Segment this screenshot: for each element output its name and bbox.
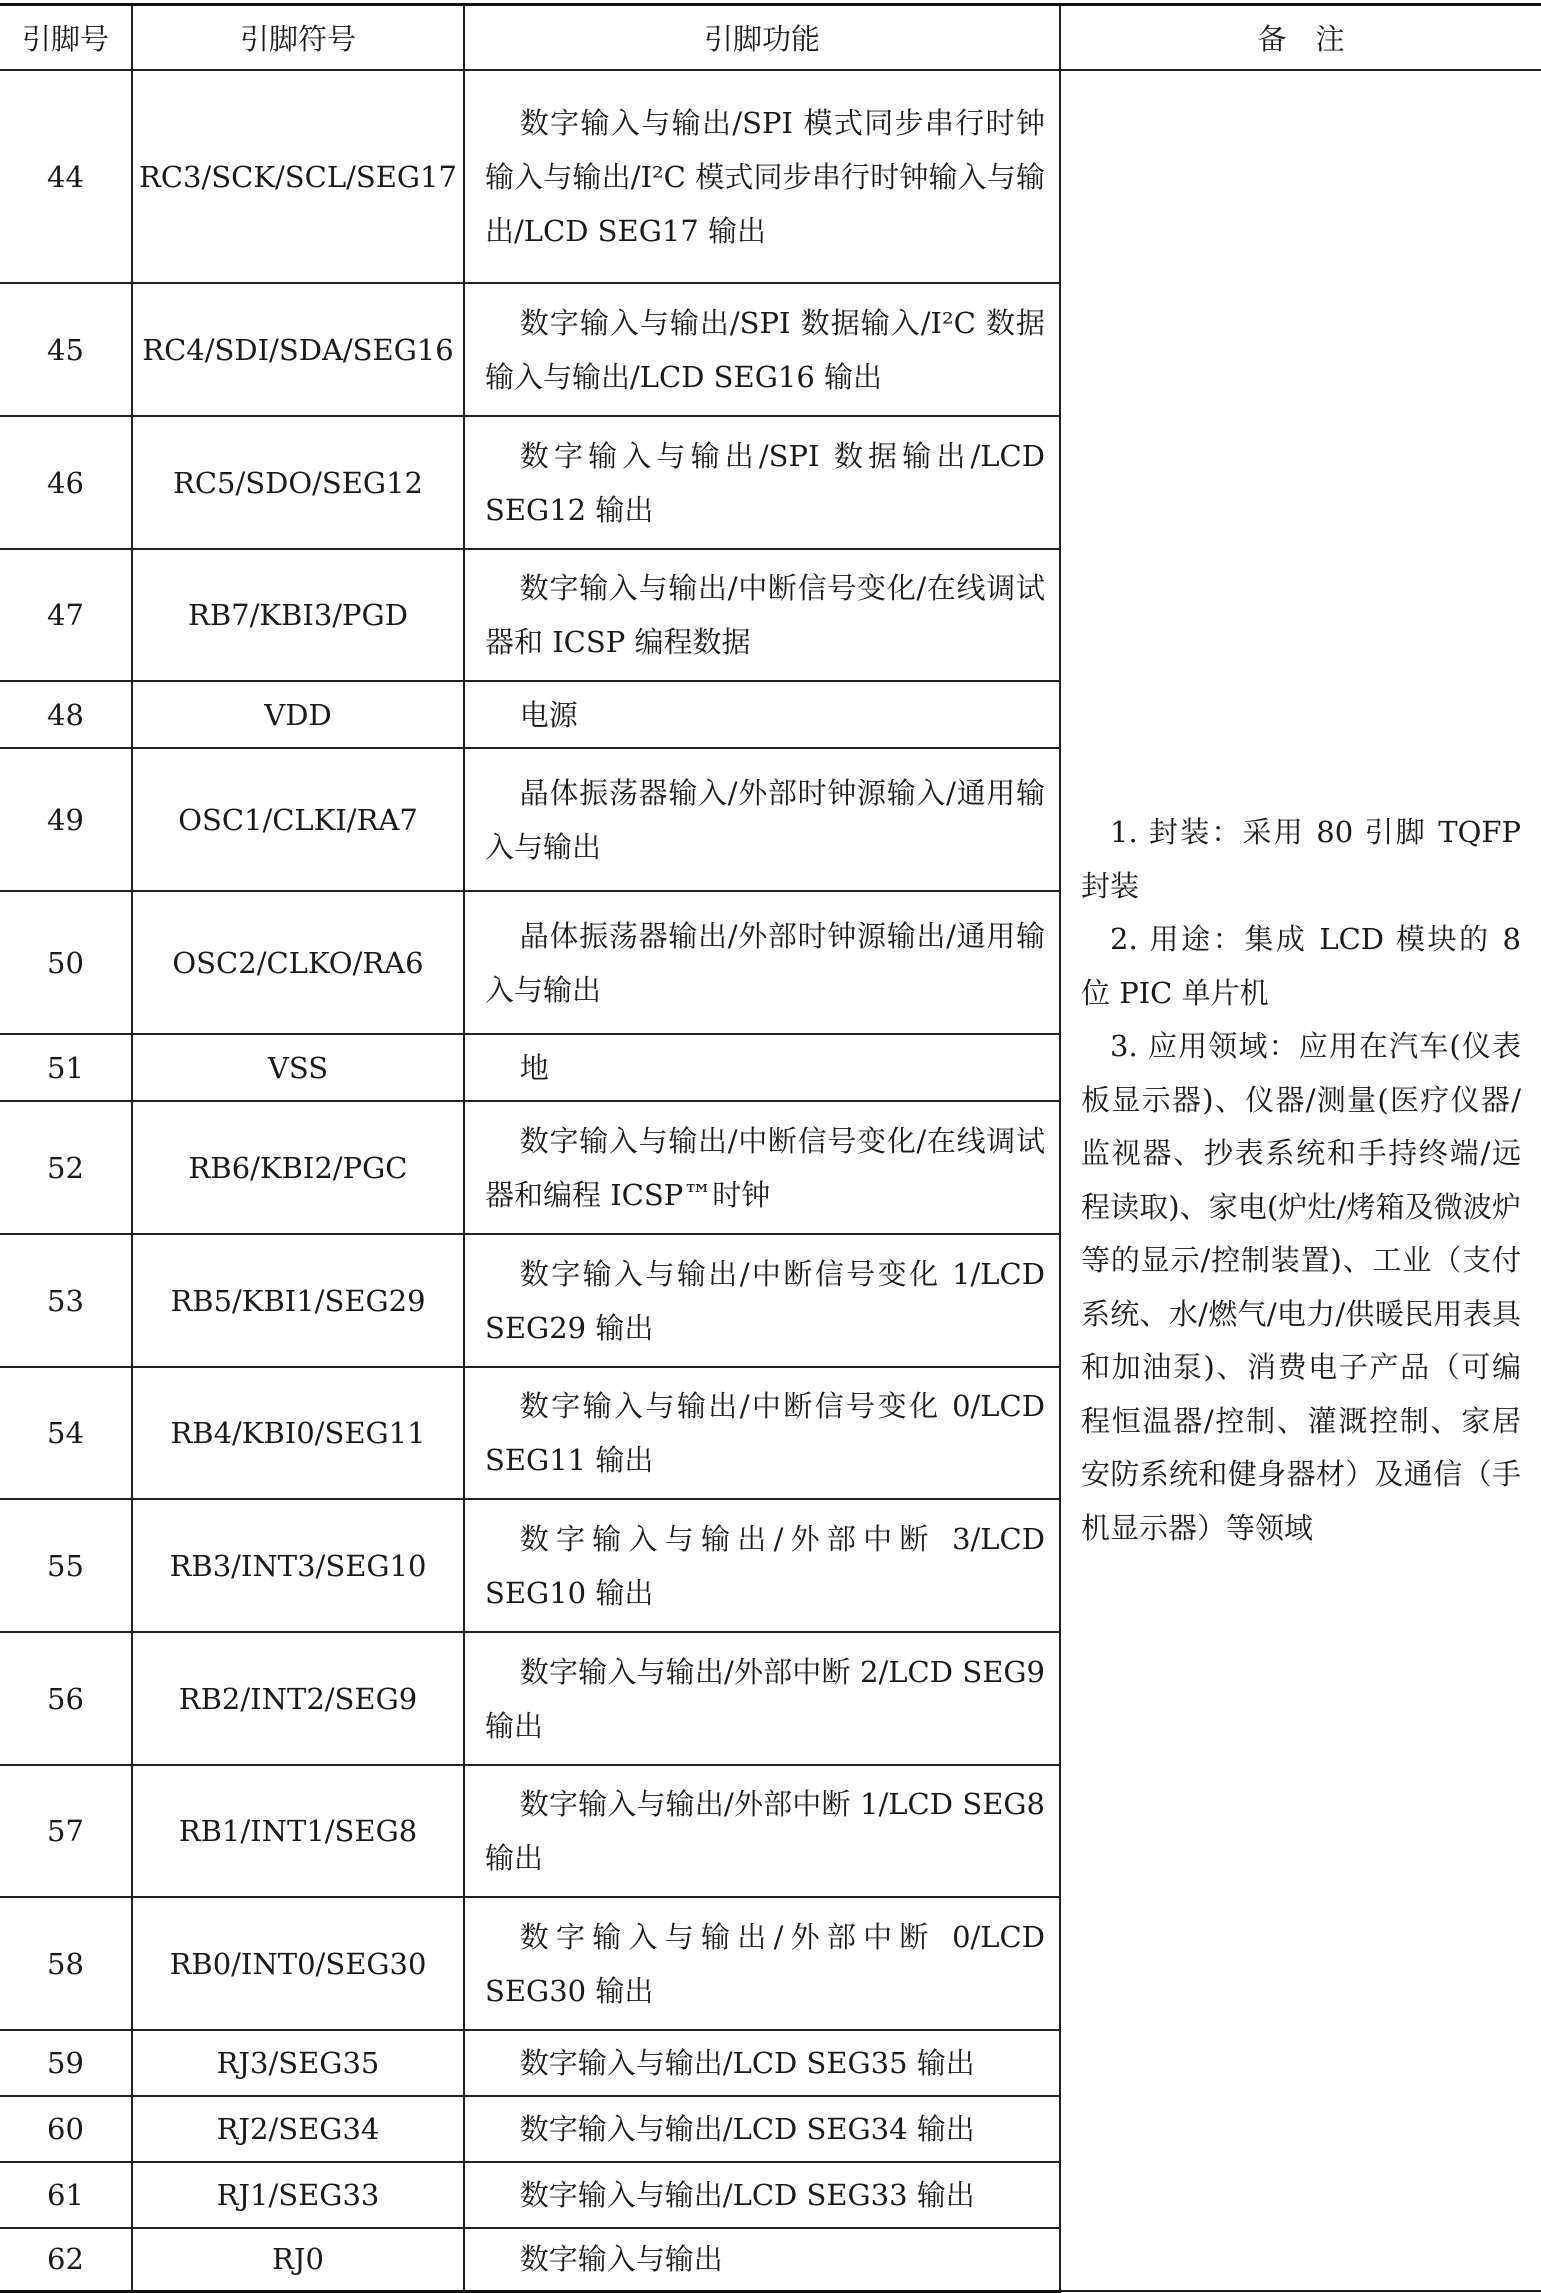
pin-function: 数字输入与输出/LCD SEG34 输出 [519, 2112, 975, 2146]
pin-number: 56 [0, 1632, 132, 1765]
pin-symbol: RJ2/SEG34 [132, 2096, 464, 2162]
pin-function: 数字输入与输出/SPI 数据输入/I²C 数据输入与输出/LCD SEG16 输出 [485, 305, 1045, 394]
pin-function: 数字输入与输出/中断信号变化 1/LCD SEG29 输出 [485, 1256, 1045, 1345]
pin-number: 62 [0, 2228, 132, 2291]
pin-symbol: RB3/INT3/SEG10 [132, 1499, 464, 1632]
pin-number: 45 [0, 283, 132, 416]
pin-function: 数字输入与输出/外部中断 2/LCD SEG9 输出 [485, 1654, 1045, 1743]
pin-symbol: RJ1/SEG33 [132, 2162, 464, 2228]
pin-number: 47 [0, 549, 132, 681]
pin-symbol: RC5/SDO/SEG12 [132, 416, 464, 549]
pin-symbol: RB0/INT0/SEG30 [132, 1897, 464, 2030]
pin-function: 晶体振荡器输入/外部时钟源输入/通用输入与输出 [485, 775, 1045, 864]
pin-symbol: OSC2/CLKO/RA6 [132, 891, 464, 1034]
pin-symbol: OSC1/CLKI/RA7 [132, 748, 464, 891]
remark-item-1: 1. 封装：采用 80 引脚 TQFP 封装 [1081, 815, 1521, 903]
remarks-cell [1060, 70, 1541, 2291]
pin-function: 数字输入与输出/LCD SEG33 输出 [519, 2178, 975, 2212]
pin-function: 数字输入与输出/外部中断 1/LCD SEG8 输出 [485, 1787, 1045, 1875]
header-pin-symbol: 引脚符号 [132, 5, 464, 71]
pin-number: 57 [0, 1765, 132, 1897]
pin-number: 53 [0, 1234, 132, 1367]
pin-function: 数字输入与输出/外部中断 0/LCD SEG30 输出 [485, 1919, 1045, 2008]
pin-number: 54 [0, 1367, 132, 1499]
pin-symbol: RB5/KBI1/SEG29 [132, 1234, 464, 1367]
pin-number: 44 [0, 70, 132, 283]
pin-symbol: RB1/INT1/SEG8 [132, 1765, 464, 1897]
pin-symbol: RB6/KBI2/PGC [132, 1101, 464, 1234]
table-row [0, 70, 1541, 283]
pin-function: 数字输入与输出 [519, 2242, 723, 2277]
pin-number: 59 [0, 2030, 132, 2096]
pin-function: 数字输入与输出/LCD SEG35 输出 [519, 2046, 975, 2080]
header-row [0, 5, 1541, 71]
pin-number: 48 [0, 681, 132, 748]
pin-symbol: RB7/KBI3/PGD [132, 549, 464, 681]
pin-symbol: RC4/SDI/SDA/SEG16 [132, 283, 464, 416]
pin-function: 数字输入与输出/中断信号变化/在线调试器和编程 ICSP™时钟 [485, 1123, 1045, 1212]
pin-number: 46 [0, 416, 132, 549]
pin-symbol: RB2/INT2/SEG9 [132, 1632, 464, 1765]
pin-number: 51 [0, 1034, 132, 1101]
pin-symbol: RJ0 [132, 2228, 464, 2291]
pin-function: 地 [519, 1050, 549, 1085]
header-pin-function: 引脚功能 [464, 5, 1060, 71]
pin-function: 数字输入与输出/中断信号变化 0/LCD SEG11 输出 [485, 1389, 1045, 1477]
pin-function: 数字输入与输出/SPI 模式同步串行时钟输入与输出/I²C 模式同步串行时钟输入与输出/LCD SEG17 输出 [485, 105, 1045, 248]
pin-number: 52 [0, 1101, 132, 1234]
pin-number: 61 [0, 2162, 132, 2228]
pin-number: 50 [0, 891, 132, 1034]
pin-symbol: VSS [132, 1034, 464, 1101]
remark-item-2: 2. 用途：集成 LCD 模块的 8 位 PIC 单片机 [1081, 922, 1521, 1010]
pin-symbol: RC3/SCK/SCL/SEG17 [132, 70, 464, 283]
pin-number: 60 [0, 2096, 132, 2162]
pin-function: 晶体振荡器输出/外部时钟源输出/通用输入与输出 [485, 918, 1045, 1007]
pin-table [0, 3, 1541, 2293]
header-pin-no: 引脚号 [0, 5, 132, 71]
pin-symbol: VDD [132, 681, 464, 748]
header-remarks: 备 注 [1060, 5, 1541, 71]
pin-number: 55 [0, 1499, 132, 1632]
remark-item-3: 3. 应用领域：应用在汽车(仪表板显示器)、仪器/测量(医疗仪器/监视器、抄表系统和手持终端/远程读取)、家电(炉灶/烤箱及微波炉等的显示/控制装置)、工业（支付系统、水/燃气/电力/供暖民用表具和加油泵)、消费电子产品（可编程恒温器/控制、灌溉控制、家居安防系统和健身器材）及通信（手机显示器）等领域 [1081, 1029, 1521, 1545]
pin-function: 数字输入与输出/中断信号变化/在线调试器和 ICSP 编程数据 [485, 571, 1045, 659]
pin-function: 数字输入与输出/SPI 数据输出/LCD SEG12 输出 [485, 438, 1045, 527]
pin-symbol: RJ3/SEG35 [132, 2030, 464, 2096]
pin-symbol: RB4/KBI0/SEG11 [132, 1367, 464, 1499]
pin-function: 电源 [519, 697, 578, 732]
pin-number: 58 [0, 1897, 132, 2030]
pin-number: 49 [0, 748, 132, 891]
pin-function: 数字输入与输出/外部中断 3/LCD SEG10 输出 [485, 1521, 1045, 1610]
